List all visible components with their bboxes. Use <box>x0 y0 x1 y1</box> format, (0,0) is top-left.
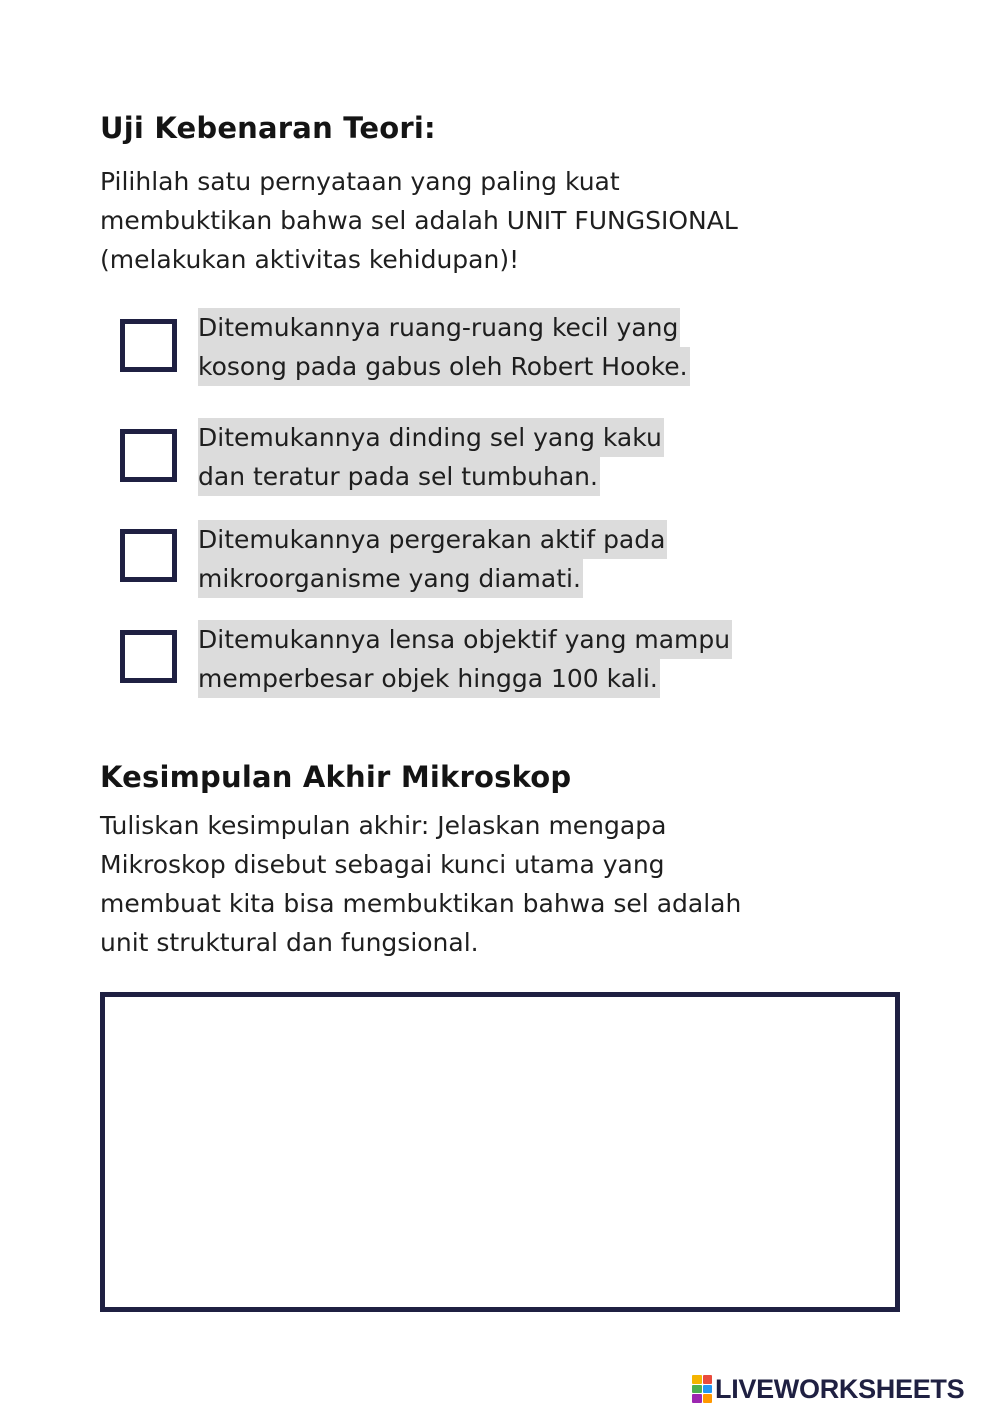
logo-tile <box>692 1375 702 1384</box>
option-4-line-2: memperbesar objek hingga 100 kali. <box>198 659 660 698</box>
section-title-kesimpulan: Kesimpulan Akhir Mikroskop <box>100 760 572 794</box>
option-2-checkbox[interactable] <box>120 429 177 482</box>
option-1-line-1: Ditemukannya ruang-ruang kecil yang <box>198 308 680 347</box>
option-1-line-2: kosong pada gabus oleh Robert Hooke. <box>198 347 690 386</box>
option-2-line-1: Ditemukannya dinding sel yang kaku <box>198 418 664 457</box>
brand-name: LIVEWORKSHEETS <box>715 1373 965 1404</box>
option-2-line-2: dan teratur pada sel tumbuhan. <box>198 457 600 496</box>
option-1-checkbox[interactable] <box>120 319 177 372</box>
instruction-line: Tuliskan kesimpulan akhir: Jelaskan mengapa <box>100 811 667 840</box>
option-3-checkbox[interactable] <box>120 529 177 582</box>
section1-instruction <box>100 162 738 279</box>
logo-tile <box>703 1394 713 1403</box>
instruction-line: (melakukan aktivitas kehidupan)! <box>100 245 520 274</box>
instruction-line: membuktikan bahwa sel adalah UNIT FUNGSIONAL <box>100 206 738 235</box>
instruction-line: unit struktural dan fungsional. <box>100 928 479 957</box>
instruction-line: Mikroskop disebut sebagai kunci utama yang <box>100 850 665 879</box>
section-title-uji-kebenaran: Uji Kebenaran Teori: <box>100 111 436 145</box>
logo-tile <box>692 1394 702 1403</box>
conclusion-answer-box[interactable] <box>100 992 900 1312</box>
option-4-line-1: Ditemukannya lensa objektif yang mampu <box>198 620 732 659</box>
option-3-text <box>198 520 667 598</box>
logo-tile <box>703 1375 713 1384</box>
option-2-text <box>198 418 664 496</box>
option-1-text <box>198 308 690 386</box>
liveworksheets-branding[interactable] <box>692 1374 964 1404</box>
section2-instruction <box>100 806 741 962</box>
option-4-checkbox[interactable] <box>120 630 177 683</box>
liveworksheets-logo-icon <box>692 1375 712 1403</box>
option-3-line-1: Ditemukannya pergerakan aktif pada <box>198 520 667 559</box>
instruction-line: membuat kita bisa membuktikan bahwa sel adalah <box>100 889 742 918</box>
instruction-line: Pilihlah satu pernyataan yang paling kuat <box>100 167 620 196</box>
logo-tile <box>692 1385 702 1394</box>
logo-tile <box>703 1385 713 1394</box>
option-4-text <box>198 620 732 698</box>
option-3-line-2: mikroorganisme yang diamati. <box>198 559 583 598</box>
